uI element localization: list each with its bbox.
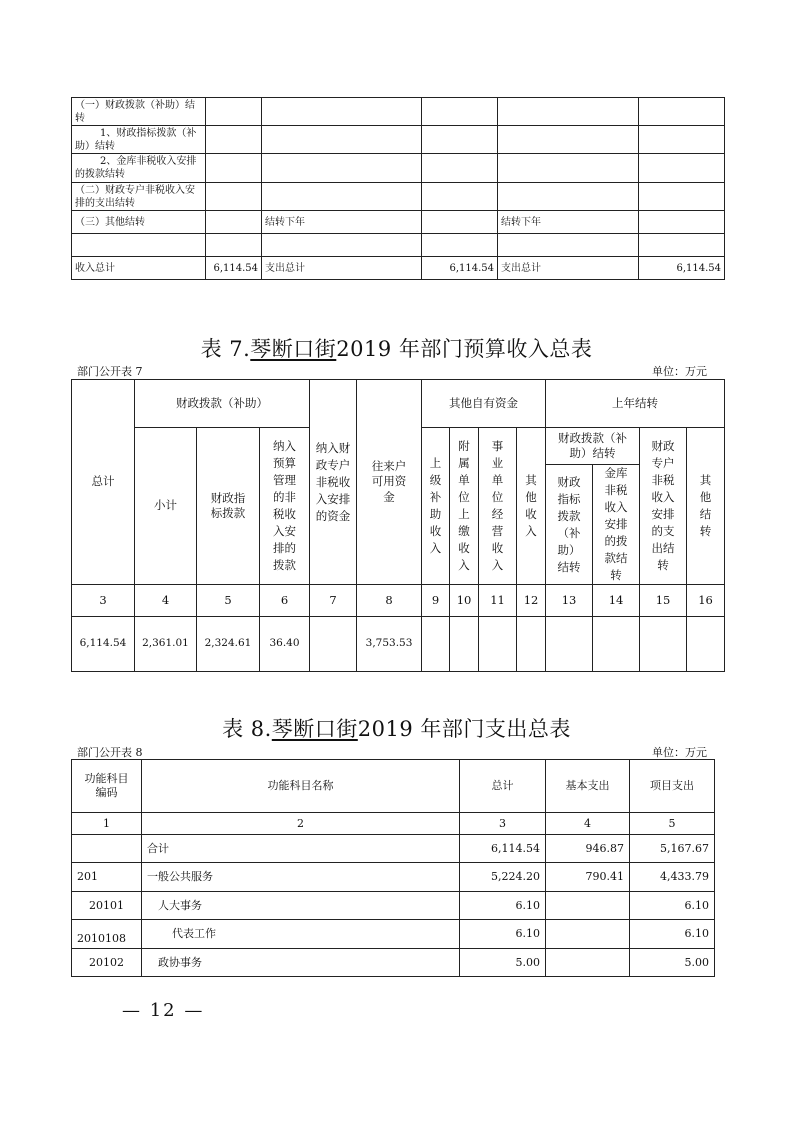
code-cell — [72, 835, 142, 863]
header-carryover-index: 财政指标拨款（补助）结转 — [546, 465, 593, 585]
index-cell: 1 — [72, 813, 142, 835]
expense-value-2: 6,114.54 — [639, 257, 725, 280]
header-superior-subsidy: 上级补助收入 — [422, 428, 450, 585]
row-label — [72, 234, 206, 257]
expense-value — [422, 234, 498, 257]
expense-label: 结转下年 — [262, 211, 422, 234]
table-row — [72, 234, 725, 257]
index-cell: 16 — [687, 585, 725, 617]
header-total: 总计 — [460, 760, 546, 813]
row-label: 收入总计 — [72, 257, 206, 280]
income-value — [206, 126, 262, 154]
title-prefix: 表 8. — [222, 717, 272, 741]
row-label: 1、财政指标拨款（补助）结转 — [72, 126, 206, 154]
index-row — [72, 585, 725, 617]
table-row — [72, 211, 725, 234]
basic-cell: 790.41 — [546, 863, 630, 892]
name-cell: 人大事务 — [142, 892, 460, 920]
basic-cell — [546, 920, 630, 949]
header-row — [72, 760, 715, 813]
expense-label-2: 结转下年 — [498, 211, 639, 234]
header-name: 功能科目名称 — [142, 760, 460, 813]
income-value — [206, 211, 262, 234]
table-row — [72, 863, 715, 892]
expense-value — [422, 211, 498, 234]
value-carryover-treasury — [593, 617, 640, 672]
total-cell: 6,114.54 — [460, 835, 546, 863]
index-cell: 14 — [593, 585, 640, 617]
index-cell: 13 — [546, 585, 593, 617]
expense-value-2 — [639, 183, 725, 211]
index-cell: 4 — [546, 813, 630, 835]
expense-label — [262, 183, 422, 211]
project-cell: 4,433.79 — [630, 863, 715, 892]
value-fiscal-index: 2,324.61 — [197, 617, 260, 672]
expense-value-2 — [639, 234, 725, 257]
index-cell: 3 — [460, 813, 546, 835]
table8-title — [0, 713, 793, 743]
index-cell: 4 — [135, 585, 197, 617]
expense-value — [422, 183, 498, 211]
index-cell: 8 — [357, 585, 422, 617]
title-org: 琴断口街 — [271, 717, 358, 741]
value-nontax-budget: 36.40 — [260, 617, 310, 672]
index-cell: 2 — [142, 813, 460, 835]
expense-label — [262, 154, 422, 183]
project-cell: 5.00 — [630, 949, 715, 977]
form-label: 部门公开表 7 — [77, 365, 143, 378]
code-cell: 20102 — [72, 949, 142, 977]
expense-value-2 — [639, 211, 725, 234]
name-cell: 合计 — [142, 835, 460, 863]
income-value — [206, 183, 262, 211]
name-cell: 政协事务 — [142, 949, 460, 977]
title-suffix: 2019 年部门预算收入总表 — [336, 337, 593, 361]
code-cell: 20101 — [72, 892, 142, 920]
index-cell: 5 — [197, 585, 260, 617]
expense-label-2: 支出总计 — [498, 257, 639, 280]
table-row — [72, 183, 725, 211]
total-cell: 5,224.20 — [460, 863, 546, 892]
header-last-year-group: 上年结转 — [546, 380, 725, 428]
project-cell: 5,167.67 — [630, 835, 715, 863]
form-label: 部门公开表 8 — [77, 746, 143, 759]
expense-value — [422, 98, 498, 126]
header-business-income: 事业单位经营收入 — [479, 428, 517, 585]
index-cell: 9 — [422, 585, 450, 617]
value-other-income — [517, 617, 546, 672]
title-suffix: 2019 年部门支出总表 — [357, 717, 571, 741]
index-cell: 15 — [640, 585, 687, 617]
row-label: （一）财政拨款（补助）结转 — [72, 98, 206, 126]
basic-cell — [546, 949, 630, 977]
expense-value-2 — [639, 126, 725, 154]
table-row — [72, 835, 715, 863]
expense-label-2 — [498, 126, 639, 154]
header-row — [72, 380, 725, 428]
expense-label — [262, 98, 422, 126]
table-row — [72, 98, 725, 126]
page-number: — 12 — — [122, 1000, 205, 1021]
value-carryover-index — [546, 617, 593, 672]
basic-cell: 946.87 — [546, 835, 630, 863]
income-value — [206, 154, 262, 183]
index-cell: 10 — [450, 585, 479, 617]
value-carryover-special — [640, 617, 687, 672]
header-affiliate-income: 附属单位上缴收入 — [450, 428, 479, 585]
value-total: 6,114.54 — [72, 617, 135, 672]
basic-cell — [546, 892, 630, 920]
title-prefix: 表 7. — [200, 337, 251, 361]
project-cell: 6.10 — [630, 892, 715, 920]
code-cell: 2010108 — [72, 920, 142, 949]
expense-value-2 — [639, 98, 725, 126]
table-row — [72, 949, 715, 977]
expense-label-2 — [498, 234, 639, 257]
expense-label-2 — [498, 154, 639, 183]
header-other-income: 其他收入 — [517, 428, 546, 585]
expense-value — [422, 126, 498, 154]
value-current-account: 3,753.53 — [357, 617, 422, 672]
table-row — [72, 892, 715, 920]
name-cell: 代表工作 — [142, 920, 460, 949]
expense-label: 支出总计 — [262, 257, 422, 280]
table-row — [72, 126, 725, 154]
value-superior-subsidy — [422, 617, 450, 672]
index-cell: 12 — [517, 585, 546, 617]
expense-label — [262, 126, 422, 154]
title-org: 琴断口街 — [250, 337, 337, 361]
total-cell: 6.10 — [460, 920, 546, 949]
row-label: 2、金库非税收入安排的拨款结转 — [72, 154, 206, 183]
table7-budget-income — [71, 379, 725, 672]
expense-value: 6,114.54 — [422, 257, 498, 280]
value-special-account — [310, 617, 357, 672]
row-label: （三）其他结转 — [72, 211, 206, 234]
total-cell: 5.00 — [460, 949, 546, 977]
expense-label-2 — [498, 98, 639, 126]
index-cell: 6 — [260, 585, 310, 617]
index-cell: 3 — [72, 585, 135, 617]
expense-label — [262, 234, 422, 257]
value-affiliate-income — [450, 617, 479, 672]
header-carryover-special: 财政专户非税收入安排的支出结转 — [640, 428, 687, 585]
expense-value — [422, 154, 498, 183]
header-basic: 基本支出 — [546, 760, 630, 813]
header-code: 功能科目编码 — [72, 760, 142, 813]
table7-title — [0, 333, 793, 363]
unit-label: 单位：万元 — [652, 746, 707, 759]
header-special-account: 纳入财政专户非税收入安排的资金 — [310, 380, 357, 585]
header-fiscal-group: 财政拨款（补助） — [135, 380, 310, 428]
project-cell: 6.10 — [630, 920, 715, 949]
table-row — [72, 154, 725, 183]
header-other-own-group: 其他自有资金 — [422, 380, 546, 428]
row-label: （二）财政专户非税收入安排的支出结转 — [72, 183, 206, 211]
table8-expense-summary — [71, 759, 715, 977]
value-business-income — [479, 617, 517, 672]
unit-label: 单位：万元 — [652, 365, 707, 378]
income-value: 6,114.54 — [206, 257, 262, 280]
header-nontax-budget: 纳入预算管理的非税收入安排的拨款 — [260, 428, 310, 585]
table-row — [72, 920, 715, 949]
header-subtotal: 小计 — [135, 428, 197, 585]
index-cell: 11 — [479, 585, 517, 617]
total-cell: 6.10 — [460, 892, 546, 920]
expense-label-2 — [498, 183, 639, 211]
name-cell: 一般公共服务 — [142, 863, 460, 892]
income-value — [206, 234, 262, 257]
data-row — [72, 617, 725, 672]
income-value — [206, 98, 262, 126]
expense-value-2 — [639, 154, 725, 183]
index-cell: 7 — [310, 585, 357, 617]
code-cell: 201 — [72, 863, 142, 892]
header-total: 总计 — [72, 380, 135, 585]
header-carryover-fiscal-group: 财政拨款（补助）结转 — [546, 428, 640, 465]
header-project: 项目支出 — [630, 760, 715, 813]
value-subtotal: 2,361.01 — [135, 617, 197, 672]
header-fiscal-index: 财政指标拨款 — [197, 428, 260, 585]
header-carryover-other: 其他结转 — [687, 428, 725, 585]
totals-row — [72, 257, 725, 280]
header-current-account: 往来户可用资金 — [357, 380, 422, 585]
index-cell: 5 — [630, 813, 715, 835]
index-row — [72, 813, 715, 835]
header-carryover-treasury: 金库非税收入安排的拨款结转 — [593, 465, 640, 585]
value-carryover-other — [687, 617, 725, 672]
table6-tail — [71, 97, 725, 280]
